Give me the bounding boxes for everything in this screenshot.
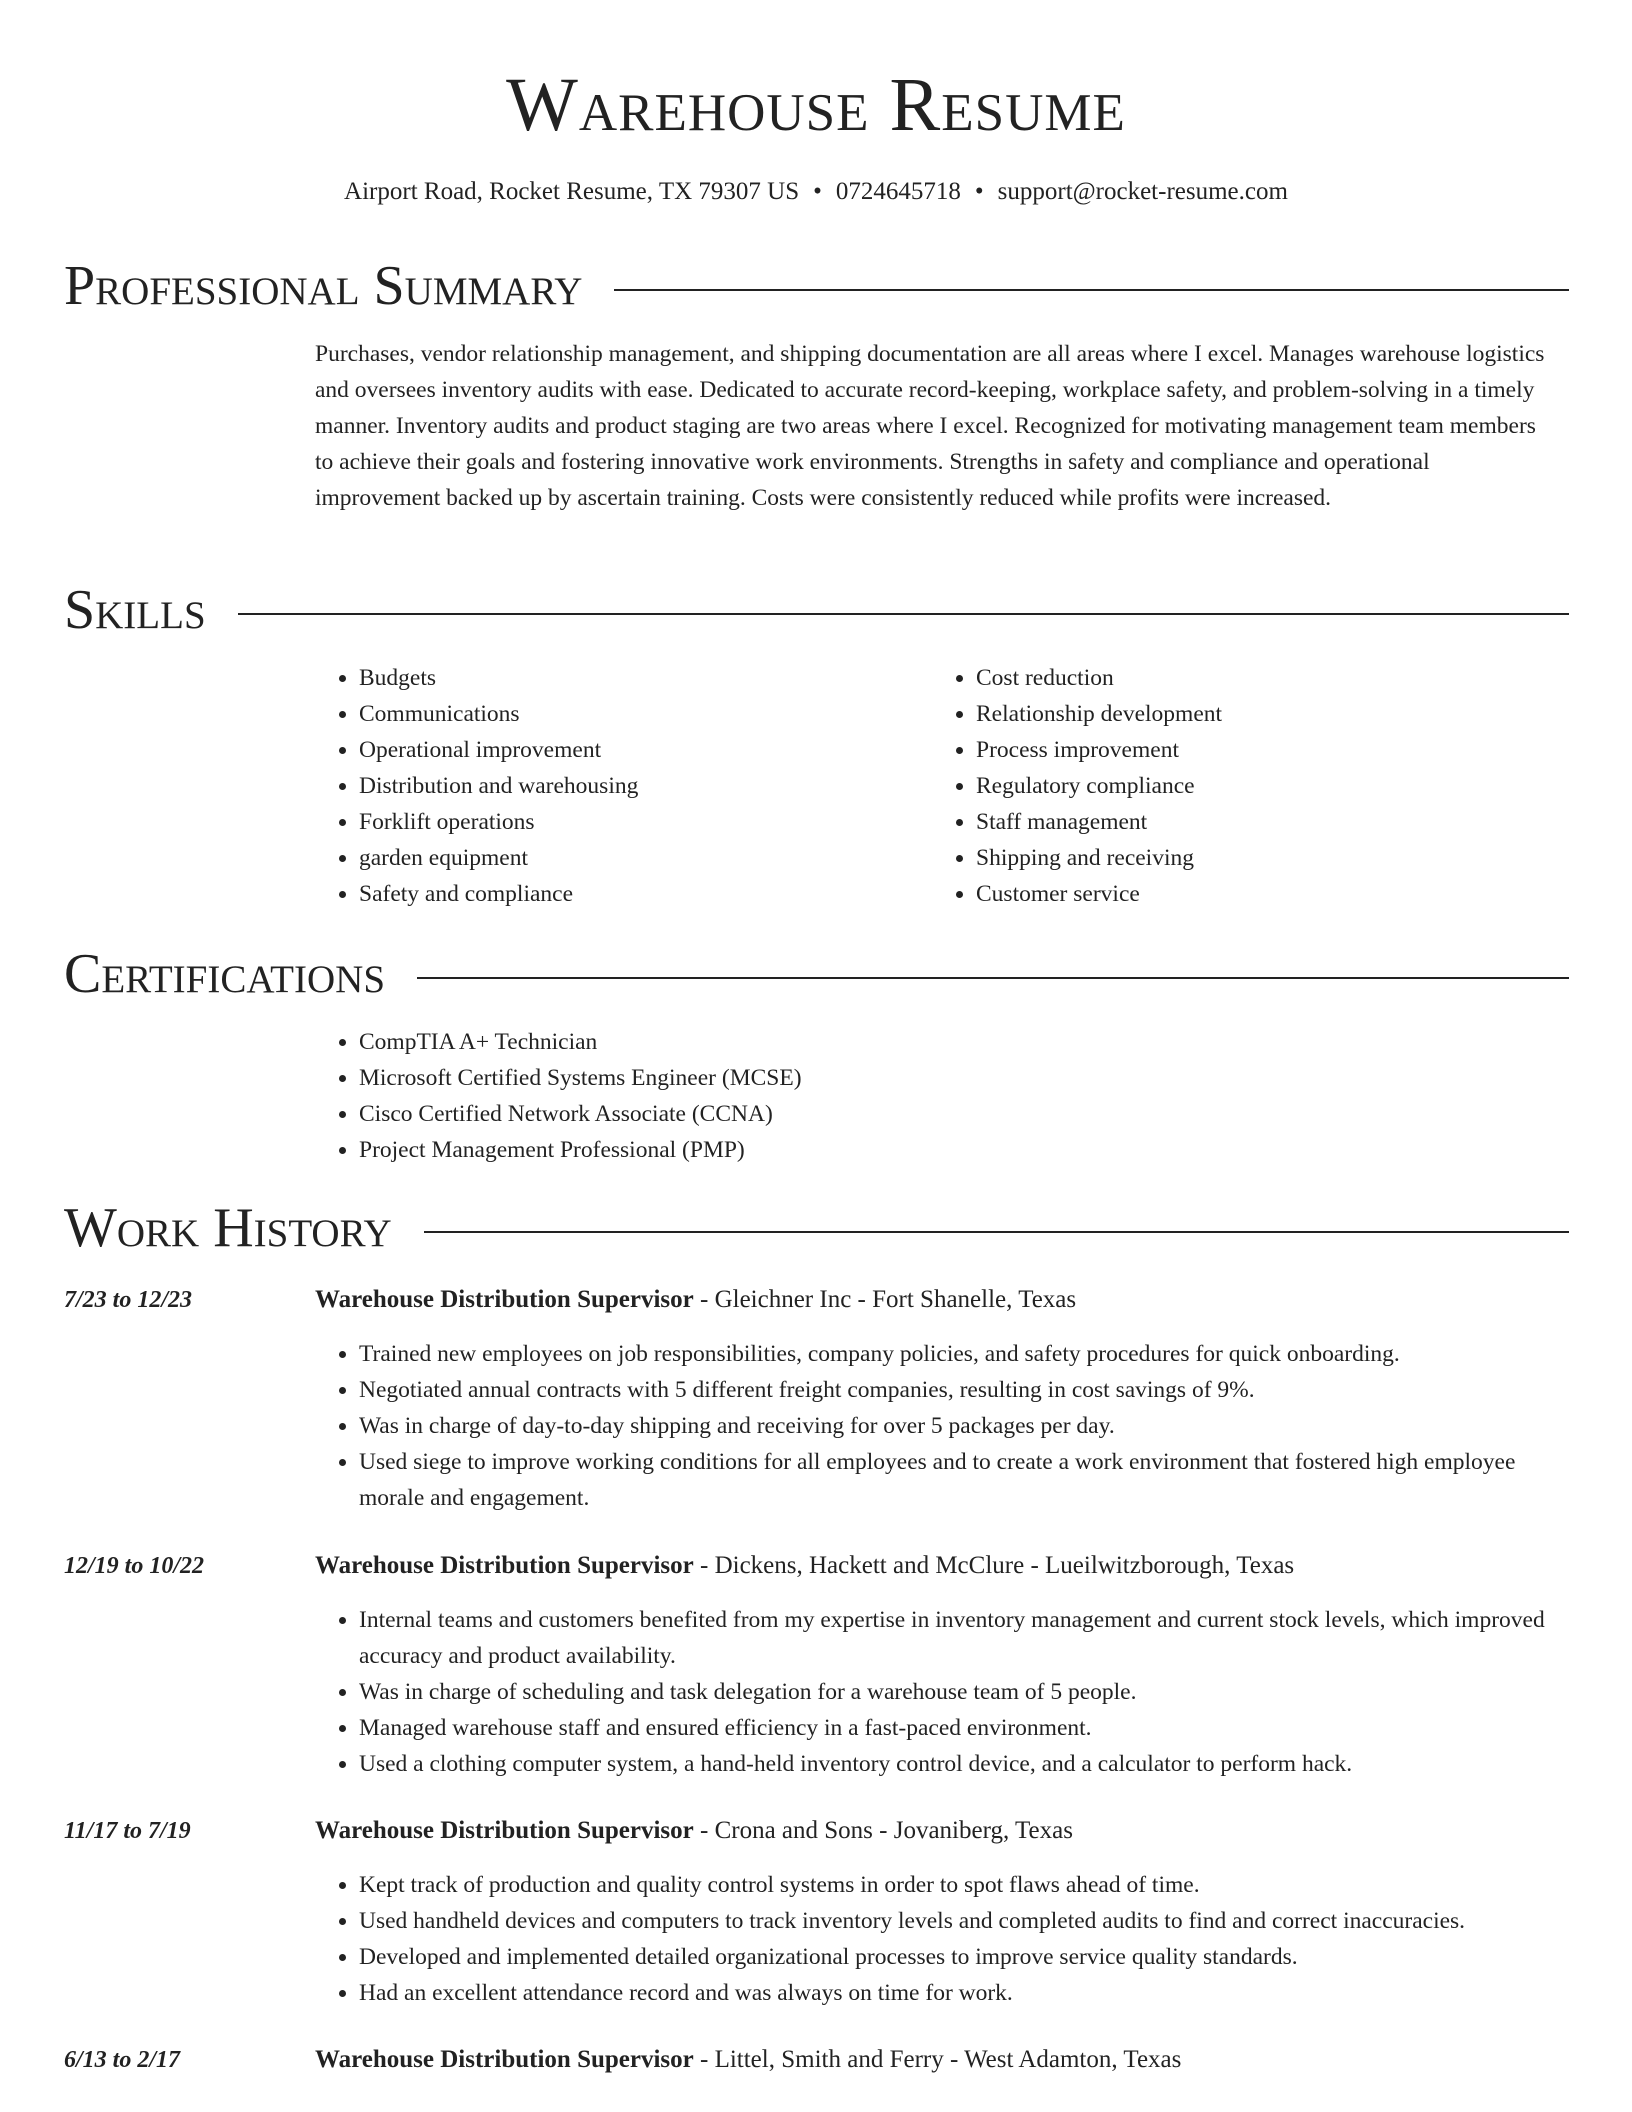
skill-item: • Distribution and warehousing bbox=[359, 768, 875, 804]
contact-separator: • bbox=[813, 178, 822, 205]
contact-email: support@rocket-resume.com bbox=[997, 178, 1288, 205]
certifications-block bbox=[315, 1024, 1515, 1168]
skill-item: • Customer service bbox=[976, 876, 1492, 912]
section-header-summary bbox=[64, 254, 1569, 318]
job-bullets bbox=[315, 1336, 1565, 1516]
job-dates: 11/17 to 7/19 bbox=[64, 1818, 191, 1844]
certification-item: • CompTIA A+ Technician bbox=[359, 1024, 1515, 1060]
section-header-certifications bbox=[64, 942, 1569, 1006]
job-company: - Dickens, Hackett and McClure - Lueilwitzborough, Texas bbox=[693, 1552, 1295, 1579]
section-title-skills: Skills bbox=[64, 579, 206, 641]
skill-item: • Cost reduction bbox=[976, 660, 1492, 696]
skill-item: • garden equipment bbox=[359, 840, 875, 876]
job-heading bbox=[315, 1813, 1565, 1849]
skills-list-left bbox=[315, 660, 875, 912]
job-bullet: • Internal teams and customers benefited from my expertise in inventory management and current stock levels, which improved accuracy and product availability. bbox=[359, 1602, 1565, 1674]
skill-item: • Safety and compliance bbox=[359, 876, 875, 912]
section-divider bbox=[238, 613, 1569, 615]
section-header-skills bbox=[64, 578, 1569, 642]
job-bullet: • Trained new employees on job responsibilities, company policies, and safety procedures for quick onboarding. bbox=[359, 1336, 1565, 1372]
summary-text: Purchases, vendor relationship management, and shipping documentation are all areas where I excel. Manages warehouse logistics and oversees inventory audits with ease. Dedicated to accurate record-keeping, workplace safety, and problem-solving in a timely manner. Inventory audits and product staging are two areas where I excel. Recognized for motivating management team members to achieve their goals and fostering innovative work environments. Strengths in safety and compliance and operational improvement backed up by ascertain training. Costs were consistently reduced while profits were increased. bbox=[315, 341, 1545, 511]
resume-title: Warehouse Resume bbox=[506, 63, 1126, 147]
skill-item: • Communications bbox=[359, 696, 875, 732]
skill-item: • Operational improvement bbox=[359, 732, 875, 768]
skills-column-right bbox=[932, 660, 1492, 912]
skill-item: • Regulatory compliance bbox=[976, 768, 1492, 804]
job-bullet: • Used handheld devices and computers to track inventory levels and completed audits to find and correct inaccuracies. bbox=[359, 1903, 1565, 1939]
job-bullet: • Negotiated annual contracts with 5 different freight companies, resulting in cost savings of 9%. bbox=[359, 1372, 1565, 1408]
job-dates: 7/23 to 12/23 bbox=[64, 1287, 193, 1313]
job-title: Warehouse Distribution Supervisor bbox=[315, 1817, 694, 1844]
section-title-certifications: Certifications bbox=[64, 943, 386, 1005]
skill-item: • Process improvement bbox=[976, 732, 1492, 768]
contact-separator: • bbox=[974, 178, 984, 205]
certifications-list bbox=[315, 1024, 1515, 1168]
skill-item: • Staff management bbox=[976, 804, 1492, 840]
job-bullets-block bbox=[315, 1336, 1565, 1516]
certification-item: • Microsoft Certified Systems Engineer (MCSE) bbox=[359, 1060, 1515, 1096]
job-title: Warehouse Distribution Supervisor bbox=[315, 2046, 694, 2073]
skill-item: • Relationship development bbox=[976, 696, 1492, 732]
job-bullet: • Developed and implemented detailed organizational processes to improve service quality standards. bbox=[359, 1939, 1565, 1975]
job-company: - Gleichner Inc - Fort Shanelle, Texas bbox=[693, 1286, 1077, 1313]
section-divider bbox=[424, 1231, 1569, 1233]
job-heading bbox=[315, 2042, 1565, 2078]
job-title: Warehouse Distribution Supervisor bbox=[315, 1552, 694, 1579]
job-title: Warehouse Distribution Supervisor bbox=[315, 1286, 694, 1313]
contact-line bbox=[0, 176, 1632, 208]
contact-address: Airport Road, Rocket Resume, TX 79307 US bbox=[344, 178, 800, 205]
skill-item: • Forklift operations bbox=[359, 804, 875, 840]
job-heading bbox=[315, 1282, 1565, 1318]
job-bullet: • Managed warehouse staff and ensured efficiency in a fast-paced environment. bbox=[359, 1710, 1565, 1746]
job-bullet: • Used a clothing computer system, a hand-held inventory control device, and a calculator to perform hack. bbox=[359, 1746, 1565, 1782]
job-dates: 6/13 to 2/17 bbox=[64, 2047, 181, 2073]
section-header-work-history bbox=[64, 1196, 1569, 1260]
job-bullets bbox=[315, 1602, 1565, 1782]
job-company: - Crona and Sons - Jovaniberg, Texas bbox=[693, 1817, 1073, 1844]
section-title-summary: Professional Summary bbox=[64, 255, 583, 317]
certification-item: • Cisco Certified Network Associate (CCNA) bbox=[359, 1096, 1515, 1132]
job-company: - Littel, Smith and Ferry - West Adamton, Texas bbox=[693, 2046, 1182, 2073]
job-heading bbox=[315, 1548, 1565, 1584]
job-bullet: • Was in charge of day-to-day shipping and receiving for over 5 packages per day. bbox=[359, 1408, 1565, 1444]
certification-item: • Project Management Professional (PMP) bbox=[359, 1132, 1515, 1168]
skills-list-right bbox=[932, 660, 1492, 912]
job-bullets-block bbox=[315, 1867, 1565, 2011]
contact-phone: 0724645718 bbox=[835, 178, 961, 205]
job-bullet: • Was in charge of scheduling and task delegation for a warehouse team of 5 people. bbox=[359, 1674, 1565, 1710]
job-bullet: • Kept track of production and quality control systems in order to spot flaws ahead of time. bbox=[359, 1867, 1565, 1903]
job-bullet: • Used siege to improve working conditions for all employees and to create a work environment that fostered high employee morale and engagement. bbox=[359, 1444, 1565, 1516]
job-bullets-block bbox=[315, 1602, 1565, 1782]
skill-item: • Budgets bbox=[359, 660, 875, 696]
section-title-work-history: Work History bbox=[64, 1197, 392, 1259]
section-divider bbox=[614, 289, 1569, 291]
job-dates: 12/19 to 10/22 bbox=[64, 1553, 205, 1579]
section-divider bbox=[417, 977, 1569, 979]
skills-column-left bbox=[315, 660, 875, 912]
job-bullets bbox=[315, 1867, 1565, 2011]
skill-item: • Shipping and receiving bbox=[976, 840, 1492, 876]
job-bullet: • Had an excellent attendance record and was always on time for work. bbox=[359, 1975, 1565, 2011]
